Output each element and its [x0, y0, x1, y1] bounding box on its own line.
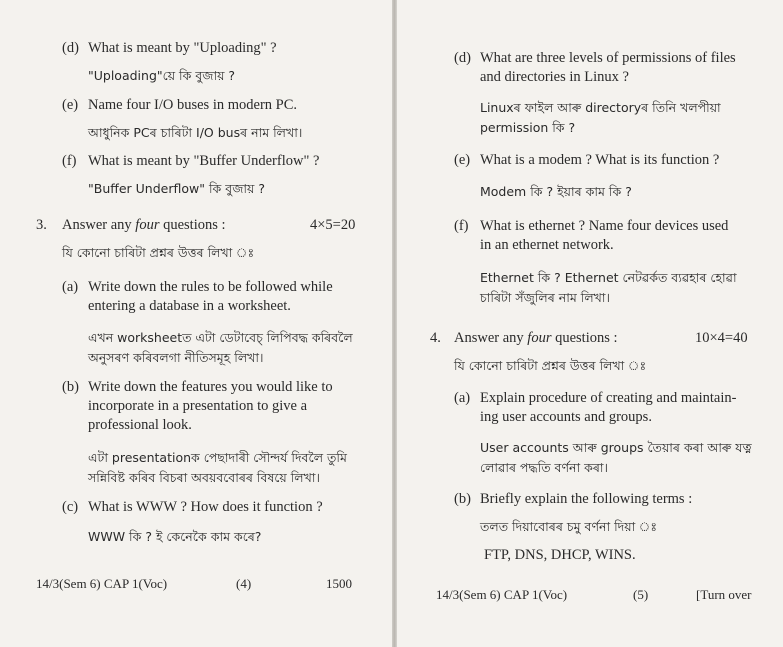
- r-q2f-assamese-line1: Ethernet কি ? Ethernet নেটৱৰ্কত ব্যৱহাৰ হোৱা: [480, 270, 737, 285]
- q2d-english: What is meant by "Uploading" ?: [88, 40, 277, 56]
- r-q2e-label: (e): [454, 152, 471, 168]
- q3a-assamese-line1: এখন worksheetত এটা ডেটাবেচ্ লিপিবদ্ধ কৰিবলৈ: [88, 330, 353, 345]
- r-q2d-english-line1: What are three levels of permissions of files: [480, 50, 736, 66]
- q4-number: 4.: [430, 330, 441, 346]
- r-q2d-label: (d): [454, 50, 471, 66]
- q3-marks: 4×5=20: [310, 217, 356, 233]
- q2e-label: (e): [62, 97, 79, 113]
- q3a-english-line2: entering a database in a worksheet.: [88, 298, 291, 314]
- q4b-english: Briefly explain the following terms :: [480, 491, 693, 507]
- q3b-english-line2: incorporate in a presentation to give a: [88, 398, 308, 414]
- q3c-english: What is WWW ? How does it function ?: [88, 499, 323, 515]
- q4a-english-line1: Explain procedure of creating and maintain-: [480, 390, 737, 406]
- q3c-assamese: WWW কি ? ই কেনেকৈ কাম কৰে?: [88, 529, 262, 544]
- right-footer-turn-over: [Turn over: [696, 587, 752, 602]
- q2f-assamese: "Buffer Underflow" কি বুজায় ?: [88, 181, 265, 196]
- q3-number: 3.: [36, 217, 47, 233]
- q2d-label: (d): [62, 40, 79, 56]
- right-footer-code: 14/3(Sem 6) CAP 1(Voc): [436, 587, 568, 602]
- r-q2d-english-line2: and directories in Linux ?: [480, 69, 629, 85]
- q3b-assamese-line1: এটা presentationক পেছাদাৰী সৌন্দৰ্য দিবলৈ তুমি: [88, 450, 347, 465]
- q4b-assamese: তলত দিয়াবোৰৰ চমু বৰ্ণনা দিয়া ঃ: [480, 519, 658, 534]
- left-footer-code: 14/3(Sem 6) CAP 1(Voc): [36, 576, 168, 591]
- q3b-english-line1: Write down the features you would like to: [88, 379, 333, 395]
- q3a-assamese-line2: অনুসৰণ কৰিবলগা নীতিসমূহ লিখা।: [88, 350, 264, 365]
- r-q2e-english: What is a modem ? What is its function ?: [480, 152, 720, 168]
- q4b-label: (b): [454, 491, 471, 507]
- r-q2e-assamese: Modem কি ? ইয়াৰ কাম কি ?: [480, 184, 632, 199]
- q4-marks: 10×4=40: [695, 330, 748, 346]
- q3b-english-line3: professional look.: [88, 417, 192, 433]
- r-q2f-assamese-line2: চাৰিটা সঁজুলিৰ নাম লিখা।: [480, 290, 610, 305]
- q2f-english: What is meant by "Buffer Underflow" ?: [88, 153, 320, 169]
- q4a-label: (a): [454, 390, 471, 406]
- q4a-english-line2: ing user accounts and groups.: [480, 409, 652, 425]
- right-footer-page-number: (5): [633, 587, 649, 602]
- left-footer-count: 1500: [326, 576, 352, 591]
- r-q2d-assamese-line2: permission কি ?: [480, 120, 576, 135]
- right-page: [397, 0, 783, 647]
- r-q2f-english-line1: What is ethernet ? Name four devices used: [480, 218, 729, 234]
- q4b-terms: FTP, DNS, DHCP, WINS.: [484, 547, 636, 563]
- r-q2f-label: (f): [454, 218, 469, 234]
- q3a-label: (a): [62, 279, 79, 295]
- q4-assamese: যি কোনো চাৰিটা প্ৰশ্নৰ উত্তৰ লিখা ঃ: [454, 358, 647, 373]
- q2e-english: Name four I/O buses in modern PC.: [88, 97, 298, 113]
- q2d-assamese: "Uploading"য়ে কি বুজায় ?: [88, 68, 236, 83]
- q3-instruction: Answer any four questions :: [62, 217, 226, 233]
- r-q2f-english-line2: in an ethernet network.: [480, 237, 614, 253]
- r-q2d-assamese-line1: Linuxৰ ফাইল আৰু directoryৰ তিনি খলপীয়া: [480, 100, 721, 115]
- q2f-label: (f): [62, 153, 77, 169]
- q3b-label: (b): [62, 379, 79, 395]
- q3c-label: (c): [62, 499, 79, 515]
- q4a-assamese-line2: লোৱাৰ পদ্ধতি বৰ্ণনা কৰা।: [480, 460, 608, 475]
- q3a-english-line1: Write down the rules to be followed while: [88, 279, 333, 295]
- q4-instruction: Answer any four questions :: [454, 330, 618, 346]
- q4a-assamese-line1: User accounts আৰু groups তৈয়াৰ কৰা আৰু যত্ন: [480, 440, 752, 455]
- q3-assamese: যি কোনো চাৰিটা প্ৰশ্নৰ উত্তৰ লিখা ঃ: [62, 245, 255, 260]
- left-footer-page-number: (4): [236, 576, 252, 591]
- q3b-assamese-line2: সন্নিবিষ্ট কৰিব বিচৰা অবয়ববোৰৰ বিষয়ে লিখা।: [88, 470, 320, 485]
- q2e-assamese: আধুনিক PCৰ চাৰিটা I/O busৰ নাম লিখা।: [88, 125, 303, 140]
